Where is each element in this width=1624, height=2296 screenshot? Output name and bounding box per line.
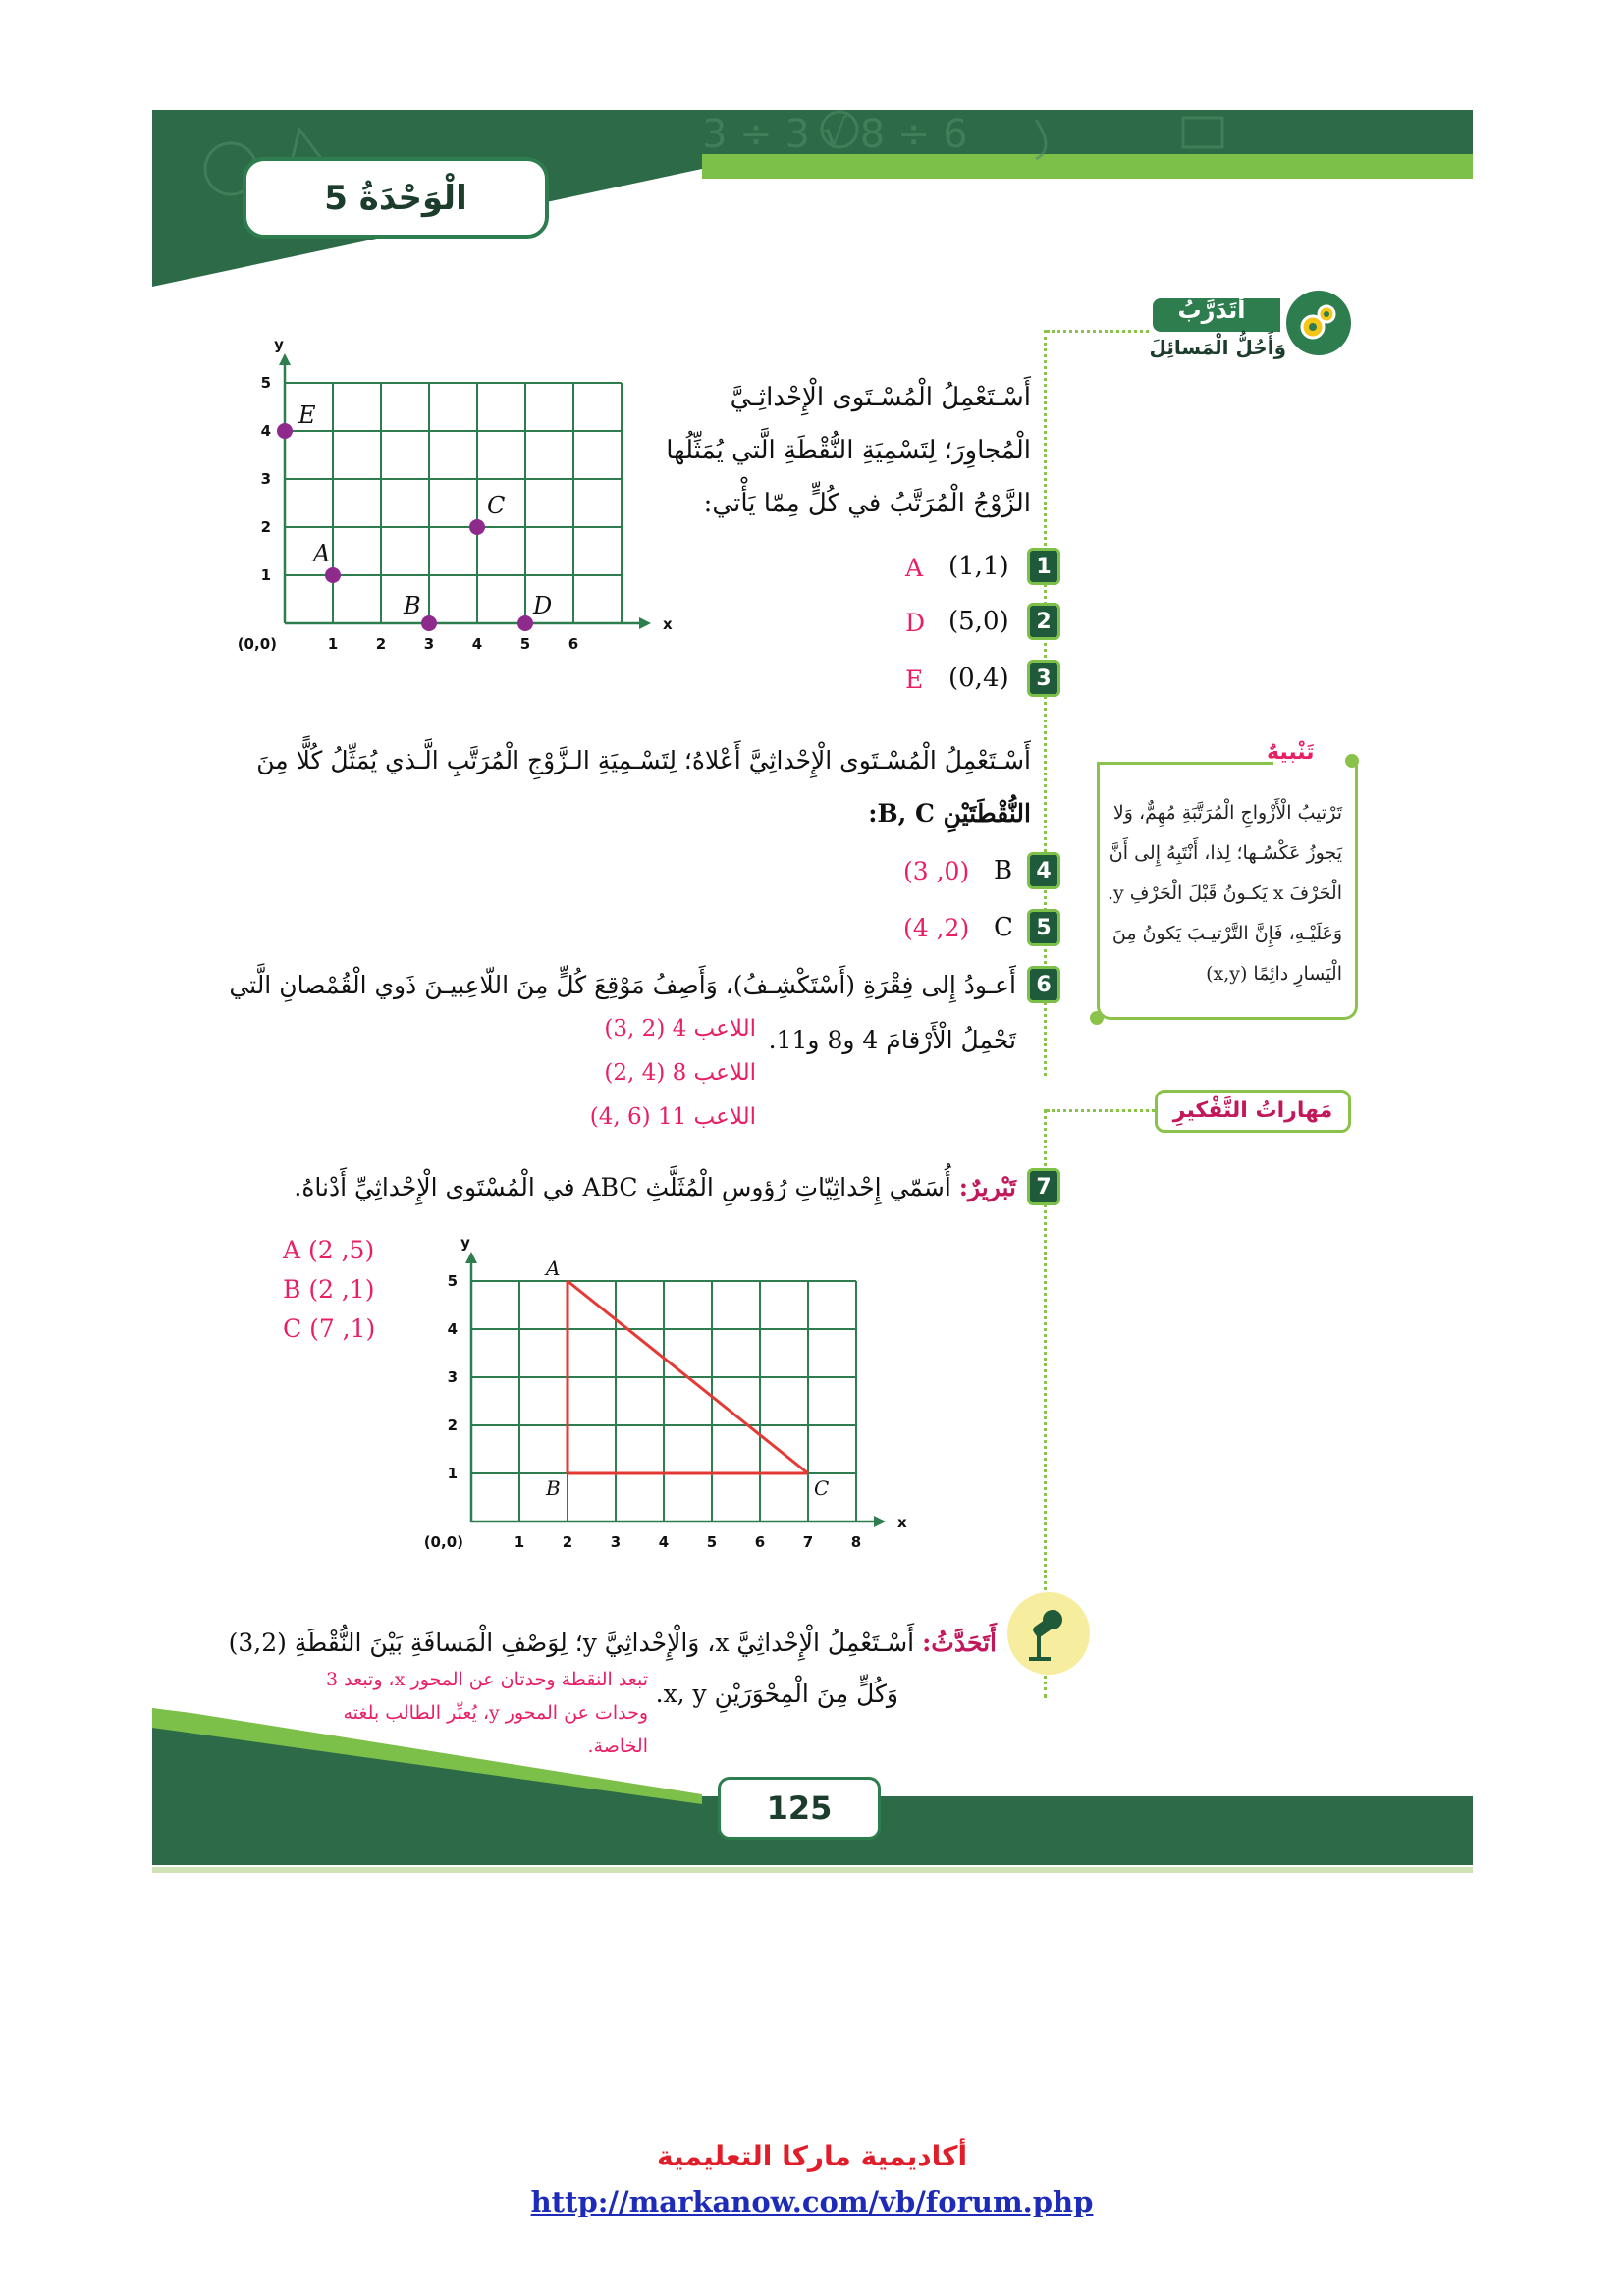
coordinate-grid-2: [403, 1227, 923, 1561]
grid1-x-tick: 3: [423, 635, 435, 653]
practice-intro-line-2: الْمُجاوِرَ؛ لِتَسْمِيَةِ النُّقْطَةِ الَّتي يُمَثِّلُها: [666, 436, 1031, 465]
gears-icon: [1286, 291, 1351, 355]
grid2-x-tick: 7: [802, 1533, 814, 1551]
practice-intro-line-1: أَسْـتَعْمِلُ الْمُسْـتَوى الْإِحْداثِـيَّ: [730, 383, 1031, 412]
grid1-point-label-C: C: [487, 492, 506, 519]
grid1-x-arrow: [639, 617, 651, 629]
item-7-answer-a: A (2 ,5): [283, 1236, 375, 1264]
grid1-point-B: [421, 615, 437, 631]
item-6-badge: 6: [1027, 966, 1060, 1003]
grid1-y-axis-label: y: [274, 336, 284, 353]
note-line-5: الْيَسارِ دائِمًا (x,y): [1206, 963, 1342, 985]
note-text: [1102, 793, 1342, 994]
item-2: [884, 603, 1070, 644]
item-1-answer: A: [905, 554, 924, 582]
item-7-answer-b: B (2 ,1): [283, 1275, 375, 1304]
talk-answer-line-1: تبعد النقطة وحدتان عن المحور x، وتبعد 3: [326, 1669, 648, 1690]
note-bullet-bottom: [1090, 1011, 1104, 1025]
item-4-answer: (3 ,0): [903, 857, 970, 885]
grid2-point-label-B: B: [546, 1476, 561, 1500]
practice-intro-line-3: الزَّوْجُ الْمُرَتَّبُ في كُلٍّ مِمّا يَأْتي:: [703, 489, 1031, 518]
note-line-3: الْحَرْفَ x يَكـونُ قَبْلَ الْحَرْفِ y.: [1107, 882, 1342, 904]
grid1-x-tick: 2: [375, 635, 387, 653]
item-3: [884, 660, 1070, 701]
coordinate-grid-1: [231, 336, 682, 667]
practice-intro: [666, 371, 1031, 530]
item-5: [884, 909, 1070, 950]
grid2-y-tick: 4: [447, 1320, 458, 1338]
item-6-line-2: تَحْمِلُ الْأَرْقامَ 4 و8 و11.: [768, 1026, 1016, 1054]
grid2-origin: (0,0): [423, 1533, 463, 1551]
grid1-point-C: [469, 519, 485, 535]
grid1-x-tick: 6: [568, 635, 579, 653]
item-1: [884, 548, 1070, 589]
item-6-line-1: أَعـودُ إِلى فِقْرَةِ (أَسْتَكْشِـفُ)، وَأَصِفُ مَوْقِعَ كُلٍّ مِنَ اللّاعِبيـنَ ذَوي الْقُمْصانِ الَّتي: [229, 971, 1016, 999]
item-3-answer: E: [905, 666, 924, 694]
item-3-badge: 3: [1027, 660, 1060, 697]
grid2-y-tick: 3: [447, 1368, 458, 1386]
talk-line-1: [228, 1618, 997, 1669]
note-line-1: تَرْتيبُ الْأَزْواجِ الْمُرَتَّبَةِ مُهِمٌّ، وَلا: [1112, 802, 1342, 824]
item-5-badge: 5: [1027, 909, 1060, 946]
grid1-point-A: [325, 567, 341, 583]
grid1-point-label-E: E: [298, 401, 316, 429]
talk-question: أَسْـتَعْمِلُ الْإِحْداثِيَّ x، وَالْإِحْداثِيَّ y؛ لِوَصْفِ الْمَسافَةِ بَيْنَ النُّقْطَةِ (3,2): [228, 1629, 915, 1657]
page-number-box: [718, 1777, 881, 1840]
item-2-badge: 2: [1027, 603, 1060, 640]
note-line-4: وَعَلَيْـهِ، فَإِنَّ التَّرْتيـبَ يَكونُ مِنَ: [1111, 923, 1342, 944]
grid1-origin: (0,0): [237, 635, 277, 653]
page-number: 125: [766, 1789, 833, 1827]
grid1-point-label-D: D: [533, 592, 553, 619]
grid2-x-axis-label: x: [897, 1514, 907, 1531]
grid2-y-tick: 2: [447, 1416, 458, 1434]
grid1-point-E: [277, 423, 293, 439]
grid1-y-arrow: [279, 353, 291, 365]
item-1-badge: 1: [1027, 548, 1060, 585]
item-5-label: C: [994, 913, 1013, 942]
footer-url-link[interactable]: http://markanow.com/vb/forum.php: [530, 2185, 1094, 2218]
item-6-answers: [550, 1007, 756, 1140]
practice-divider: [1044, 330, 1047, 1076]
item-6-answer-3: اللاعب 11 (6 ,4): [589, 1104, 756, 1130]
practice-divider-top: [1047, 330, 1149, 333]
item-7-text: [294, 1168, 1016, 1207]
item-4: [884, 852, 1070, 893]
item-2-answer: D: [905, 609, 926, 637]
practice-tag: [1139, 291, 1355, 371]
talk-answer-line-2: وحدات عن المحور y، يُعبِّر الطالب بلغته: [343, 1702, 648, 1724]
item-7-question: أُسَمّي إِحْداثِيّاتِ رُؤوسِ الْمُثَلَّثِ ABC في الْمُسْتَوى الْإِحْداثِيِّ أَدْناهُ.: [294, 1173, 951, 1201]
grid2-x-tick: 5: [706, 1533, 718, 1551]
grid1-point-D: [517, 615, 533, 631]
grid2-x-arrow: [874, 1516, 886, 1527]
item-7-answer-c: C (7 ,1): [283, 1314, 376, 1343]
grid2-y-tick: 5: [447, 1272, 458, 1290]
practice-intro-2-line-2: النُّقْطَتَيْنِ B, C:: [868, 799, 1031, 828]
thinking-divider-top: [1047, 1109, 1155, 1112]
grid1-y-tick: 3: [260, 470, 271, 488]
practice-tag-title: أَتَدَرَّبُ: [1177, 296, 1246, 324]
talk-line-2: وَكُلٍّ مِنَ الْمِحْوَرَيْنِ x, y.: [655, 1680, 898, 1708]
item-7-badge: 7: [1027, 1168, 1060, 1205]
grid2-point-label-C: C: [814, 1476, 830, 1500]
note-line-2: يَجوزُ عَكْسُـها؛ لِذا، أَنْتَبِهُ إِلى أَنَّ: [1109, 842, 1342, 864]
grid1-y-tick: 1: [260, 566, 271, 584]
grid2-y-axis-label: y: [460, 1234, 470, 1252]
grid1-y-tick: 5: [260, 374, 271, 392]
grid1-x-tick: 5: [519, 635, 531, 653]
practice-tag-subtitle: وَأَحُلُّ الْمَسائِلَ: [1149, 336, 1286, 359]
microphone-icon: [1007, 1592, 1090, 1675]
svg-text:3 ÷ 3 √ 8 ÷ 6: 3 ÷ 3 √ 8 ÷ 6: [702, 112, 968, 157]
practice-intro-2: [245, 734, 1031, 840]
grid1-point-label-A: A: [313, 540, 331, 567]
talk-label: أَتَحَدَّثُ:: [922, 1629, 997, 1657]
grid1-point-label-B: B: [404, 592, 421, 619]
item-6-answer-2: اللاعب 8 (4 ,2): [604, 1060, 756, 1086]
note-title: تَنْبيهٌ: [1267, 740, 1315, 765]
grid2-x-tick: 3: [610, 1533, 622, 1551]
grid2-x-tick: 1: [514, 1533, 525, 1551]
grid1-y-tick: 2: [260, 518, 271, 536]
grid1-x-tick: 4: [471, 635, 483, 653]
practice-intro-2-line-1: أَسْـتَعْمِلُ الْمُسْـتَوى الْإِحْداثِيَّ أَعْلاهُ؛ لِتَسْـمِيَةِ الـزَّوْجِ الْمُرَتَّبِ الَّـذي يُمَثِّلُ كُلًّا مِنَ: [256, 746, 1031, 774]
grid2-y-tick: 1: [447, 1465, 458, 1482]
item-3-pair: (0,4): [948, 664, 1009, 693]
thinking-tag: مَهاراتُ التَّفْكيرِ: [1155, 1090, 1351, 1133]
grid1-points: [277, 401, 552, 631]
item-1-pair: (1,1): [948, 552, 1009, 581]
unit-title-box: [243, 157, 549, 239]
item-5-answer: (4 ,2): [903, 914, 970, 942]
grid1-x-axis-label: x: [663, 615, 673, 633]
item-4-badge: 4: [1027, 852, 1060, 889]
grid2-x-tick: 8: [850, 1533, 862, 1551]
grid1-lines: [279, 353, 651, 629]
grid2-x-tick: 2: [562, 1533, 573, 1551]
item-4-label: B: [994, 856, 1013, 885]
note-top-line: [1097, 762, 1273, 765]
note-bullet: [1345, 754, 1359, 768]
grid2-y-arrow: [465, 1252, 477, 1263]
grid2-point-label-A: A: [546, 1256, 561, 1280]
unit-title: الْوَحْدَةُ 5: [324, 178, 467, 218]
grid1-y-tick: 4: [260, 422, 271, 440]
footer-credit: أكاديمية ماركا التعليمية: [656, 2140, 968, 2172]
item-2-pair: (5,0): [948, 607, 1009, 636]
grid2-x-tick: 4: [658, 1533, 670, 1551]
grid2-x-tick: 6: [754, 1533, 766, 1551]
item-7-label: تَبْريرٌ:: [958, 1173, 1016, 1201]
item-6-answer-1: اللاعب 4 (2 ,3): [604, 1016, 756, 1041]
grid1-x-tick: 1: [327, 635, 339, 653]
talk-answer-line-3: الخاصة.: [587, 1735, 648, 1757]
